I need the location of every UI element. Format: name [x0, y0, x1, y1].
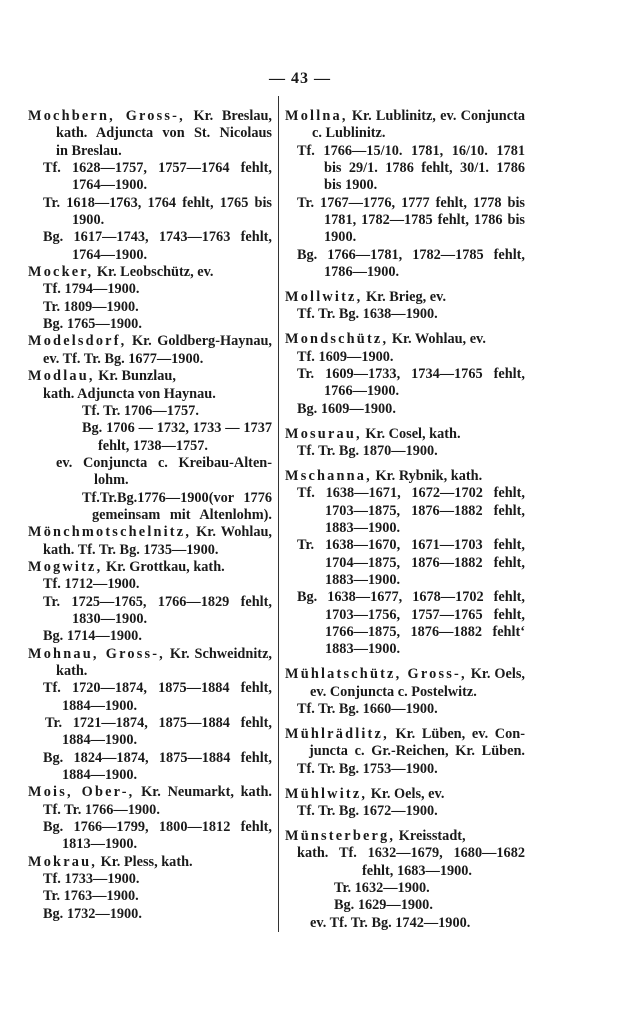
- record-line: kath. Tf. Tr. Bg. 1735—1900.: [43, 541, 219, 558]
- place-details: Kr. Oels, ev.: [367, 785, 445, 802]
- record-line: Bg. 1714—1900.: [43, 628, 142, 645]
- index-entry: [28, 854, 272, 923]
- place-name: Mönchmotschelnitz,: [28, 524, 192, 541]
- record-line: juncta c. Gr.-Reichen, Kr. Lüben.: [309, 743, 525, 760]
- record-line: Bg. 1732—1900.: [43, 905, 142, 922]
- record-line: Tr. 1721—1874, 1875—1884 fehlt,: [45, 715, 272, 732]
- record-line: Tr. 1638—1670, 1671—1703 fehlt,: [297, 537, 525, 554]
- place-details: Kr. Brieg, ev.: [362, 289, 447, 306]
- index-entry: [285, 666, 525, 718]
- place-details: Kr. Wohlau,: [191, 524, 272, 541]
- index-entry: [28, 108, 272, 264]
- entry-heading: [28, 854, 272, 871]
- record-line: Tf. Tr. Bg. 1753—1900.: [297, 760, 438, 777]
- place-details: Kr. Wohlau, ev.: [388, 331, 486, 348]
- record-line: Tf. 1766—15/10. 1781, 16/10. 1781: [297, 142, 525, 159]
- place-name: Mocker,: [28, 264, 94, 281]
- place-name: Mohnau, Gross-,: [28, 645, 165, 662]
- place-name: Mschanna,: [285, 467, 372, 484]
- index-entry: [285, 331, 525, 418]
- record-line: 1764—1900.: [72, 177, 148, 194]
- record-line: Tr. 1809—1900.: [43, 298, 139, 315]
- place-name: Münsterberg,: [285, 827, 396, 844]
- record-line: fehlt, 1683—1900.: [362, 862, 472, 879]
- record-line: 1766—1900.: [324, 383, 400, 400]
- record-line: Tf. Tr. 1766—1900.: [43, 801, 160, 818]
- index-entry: [28, 524, 272, 559]
- place-details: Kr. Bunzlau,: [94, 368, 176, 385]
- entry-heading: [285, 726, 525, 743]
- record-line: Tr. 1609—1733, 1734—1765 fehlt,: [297, 366, 525, 382]
- place-name: Modlau,: [28, 368, 95, 385]
- record-line: Tf. Tr. Bg. 1660—1900.: [297, 700, 438, 717]
- record-line: Bg. 1638—1677, 1678—1702 fehlt,: [297, 589, 525, 606]
- entry-heading: [28, 646, 272, 663]
- record-line: Tf. Tr. 1706—1757.: [82, 402, 199, 419]
- record-line: Tf. 1720—1874, 1875—1884 fehlt,: [43, 680, 272, 697]
- place-name: Mühlatschütz, Gross-,: [285, 666, 467, 683]
- record-line: gemeinsam mit Altenlohm).: [92, 506, 272, 523]
- record-line: 1704—1875, 1876—1882 fehlt,: [325, 554, 525, 571]
- place-name: Mühlrädlitz,: [285, 725, 389, 742]
- index-entry: [285, 828, 525, 932]
- entry-heading: [285, 108, 525, 125]
- place-details: Kr. Goldberg-Haynau,: [126, 333, 272, 350]
- place-details: Kr. Oels,: [466, 666, 525, 683]
- record-line: Tf. 1733—1900.: [43, 871, 140, 888]
- record-line: 1883—1900.: [325, 571, 401, 588]
- record-line: Bg. 1765—1900.: [43, 316, 142, 333]
- place-details: Kr. Leobschütz, ev.: [93, 264, 214, 281]
- record-line: 1781, 1782—1785 fehlt, 1786 bis: [324, 212, 525, 229]
- index-entry: [28, 646, 272, 785]
- place-details: Kr. Rybnik, kath.: [371, 467, 483, 484]
- place-details: Kr. Lüben, ev. Con-: [388, 725, 525, 742]
- record-line: Tf. 1794—1900.: [43, 281, 140, 298]
- place-details: Kr. Schweidnitz,: [164, 645, 272, 662]
- record-line: kath. Tf. 1632—1679, 1680—1682: [297, 845, 525, 862]
- record-line: Tf. Tr. Bg. 1638—1900.: [297, 306, 438, 323]
- place-name: Modelsdorf,: [28, 333, 127, 350]
- entry-heading: [285, 828, 525, 845]
- record-line: 1703—1756, 1757—1765 fehlt,: [325, 606, 525, 623]
- record-line: 1900.: [72, 212, 105, 229]
- record-line: 1703—1875, 1876—1882 fehlt,: [325, 502, 525, 519]
- record-line: Bg. 1824—1874, 1875—1884 fehlt,: [43, 749, 272, 766]
- right-column: [285, 108, 525, 932]
- place-name: Mokrau,: [28, 853, 98, 870]
- record-line: ev. Conjuncta c. Kreibau-Alten-: [56, 454, 272, 471]
- index-entry: [28, 333, 272, 368]
- entry-heading: [285, 468, 525, 485]
- index-entry: [28, 368, 272, 524]
- record-line: kath. Adjuncta von Haynau.: [43, 385, 216, 402]
- entry-heading: [28, 333, 272, 350]
- index-entry: [285, 468, 525, 659]
- record-line: 1884—1900.: [62, 697, 138, 714]
- record-line: Tf. 1638—1671, 1672—1702 fehlt,: [297, 485, 525, 502]
- place-details: Kr. Lublinitz, ev. Conjuncta: [347, 108, 525, 124]
- place-details: Kr. Grottkau, kath.: [102, 558, 225, 575]
- place-details: Kr. Breslau,: [184, 108, 272, 124]
- record-line: fehlt, 1738—1757.: [98, 437, 208, 454]
- record-line: kath. Adjuncta von St. Nicolaus: [56, 125, 272, 142]
- place-name: Mollwitz,: [285, 289, 363, 306]
- place-name: Mondschütz,: [285, 331, 389, 348]
- record-line: in Breslau.: [56, 142, 122, 159]
- place-details: Kreisstadt,: [395, 827, 466, 844]
- index-entry: [285, 726, 525, 778]
- record-line: ev. Conjuncta c. Postelwitz.: [310, 683, 477, 700]
- record-line: Bg. 1706 — 1732, 1733 — 1737: [82, 420, 272, 437]
- record-line: Tf. 1712—1900.: [43, 576, 140, 593]
- left-column: [28, 108, 272, 923]
- record-line: 1764—1900.: [72, 246, 148, 263]
- place-name: Mochbern, Gross-,: [28, 108, 185, 124]
- entry-heading: [28, 368, 272, 385]
- record-line: Tf. Tr. Bg. 1870—1900.: [297, 442, 438, 459]
- entry-heading: [285, 289, 525, 306]
- record-line: bis 1900.: [324, 177, 378, 194]
- place-details: Kr. Pless, kath.: [97, 853, 193, 870]
- record-line: Bg. 1766—1781, 1782—1785 fehlt,: [297, 246, 525, 263]
- entry-heading: [285, 331, 525, 348]
- index-entry: [28, 264, 272, 333]
- record-line: 1813—1900.: [62, 836, 138, 853]
- record-line: Bg. 1766—1799, 1800—1812 fehlt,: [43, 819, 272, 836]
- record-line: Tf. 1628—1757, 1757—1764 fehlt,: [43, 160, 272, 177]
- entry-heading: [28, 524, 272, 541]
- record-line: 1884—1900.: [62, 732, 138, 749]
- record-line: ev. Tf. Tr. Bg. 1742—1900.: [310, 914, 471, 931]
- record-line: c. Lublinitz.: [312, 125, 386, 142]
- record-line: Bg. 1609—1900.: [297, 400, 396, 417]
- record-line: Tf. 1609—1900.: [297, 348, 394, 365]
- record-line: Tr. 1725—1765, 1766—1829 fehlt,: [43, 593, 272, 610]
- index-entry: [285, 426, 525, 461]
- index-entry: [28, 784, 272, 853]
- record-line: Tf.Tr.Bg.1776—1900(vor 1776: [82, 489, 272, 506]
- record-line: 1884—1900.: [62, 767, 138, 784]
- record-line: 1883—1900.: [325, 641, 401, 658]
- entry-heading: [285, 426, 525, 443]
- record-line: Tr. 1767—1776, 1777 fehlt, 1778 bis: [297, 194, 525, 211]
- record-line: lohm.: [94, 472, 129, 489]
- record-line: kath.: [56, 663, 88, 679]
- index-entry: [285, 289, 525, 324]
- index-entry: [285, 786, 525, 821]
- record-line: Tr. 1632—1900.: [334, 879, 430, 896]
- place-name: Mollna,: [285, 108, 348, 124]
- record-line: 1883—1900.: [325, 519, 401, 536]
- record-line: 1766—1875, 1876—1882 fehlt‘: [325, 624, 525, 640]
- entry-heading: [28, 108, 272, 125]
- record-line: bis 29/1. 1786 fehlt, 30/1. 1786: [324, 160, 525, 177]
- record-line: 1900.: [324, 229, 357, 246]
- entry-heading: [28, 559, 272, 576]
- entry-heading: [285, 666, 525, 683]
- record-line: Bg. 1617—1743, 1743—1763 fehlt,: [43, 229, 272, 246]
- place-name: Mogwitz,: [28, 558, 103, 575]
- record-line: Tr. 1763—1900.: [43, 888, 139, 905]
- place-name: Mois, Ober-,: [28, 784, 135, 801]
- place-name: Mühlwitz,: [285, 785, 368, 802]
- record-line: 1830—1900.: [72, 610, 148, 627]
- place-name: Mosurau,: [285, 425, 362, 442]
- record-line: Tr. 1618—1763, 1764 fehlt, 1765 bis: [43, 194, 272, 211]
- record-line: Tf. Tr. Bg. 1672—1900.: [297, 802, 438, 819]
- record-line: 1786—1900.: [324, 264, 400, 281]
- entry-heading: [285, 786, 525, 803]
- entry-heading: [28, 264, 272, 281]
- place-details: Kr. Neumarkt, kath.: [134, 784, 272, 801]
- page-number: — 43 —: [269, 70, 331, 87]
- record-line: ev. Tf. Tr. Bg. 1677—1900.: [43, 350, 204, 367]
- column-divider: [278, 96, 279, 932]
- place-details: Kr. Cosel, kath.: [361, 425, 461, 442]
- index-entry: [285, 108, 525, 281]
- record-line: Bg. 1629—1900.: [334, 897, 433, 914]
- entry-heading: [28, 784, 272, 801]
- index-entry: [28, 559, 272, 646]
